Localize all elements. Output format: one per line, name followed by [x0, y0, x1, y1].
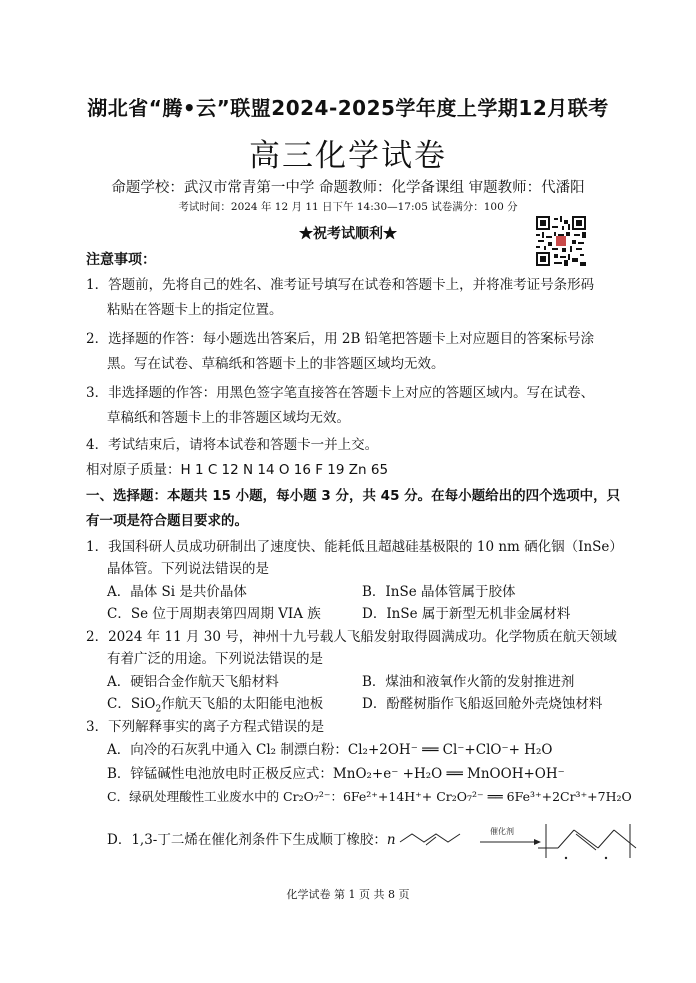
q2-option-b: B．煤油和液氧作火箭的发射推进剂 — [362, 674, 575, 690]
catalyst-label: 催化剂 — [490, 827, 514, 836]
q1-stem: 1．我国科研人员成功研制出了速度快、能耗低且超越硅基极限的 10 nm 硒化铟（InSe） — [86, 539, 623, 555]
section-heading: 一、选择题：本题共 15 小题，每小题 3 分，共 45 分。在每小题给出的四个选项中，只 — [86, 488, 621, 504]
q2-option-c-pre: C．SiO — [107, 696, 156, 712]
q2-option-c-post: 作航天飞船的太阳能电池板 — [161, 696, 324, 712]
page-footer: 化学试卷 第 1 页 共 8 页 — [286, 888, 410, 901]
notice-item-2: 2．选择题的作答：每小题选出答案后，用 2B 铅笔把答题卡上对应题目的答案标号涂 — [86, 331, 595, 347]
q1-option-a: A．晶体 Si 是共价晶体 — [107, 584, 247, 600]
q2-stem: 2．2024 年 11 月 30 号，神州十九号载人飞船发射取得圆满成功。化学物质在航天领域 — [86, 629, 617, 645]
notice-item-1: 1．答题前，先将自己的姓名、准考证号填写在试卷和答题卡上，并将准考证号条形码 — [86, 277, 595, 293]
butadiene-polymerization-diagram — [398, 812, 638, 864]
exam-title: 湖北省“腾•云”联盟2024-2025学年度上学期12月联考 — [87, 96, 609, 120]
notice-item-1-cont: 粘贴在答题卡上的指定位置。 — [107, 302, 283, 318]
notice-item-4: 4．考试结束后，请将本试卷和答题卡一并上交。 — [86, 437, 379, 453]
q3-option-c: C．绿矾处理酸性工业废水中的 Cr₂O₇²⁻：6Fe²⁺+14H⁺+ Cr₂O₇²⁻ ══ 6Fe³⁺+2Cr³⁺+7H₂O — [107, 789, 632, 804]
good-luck-line: ★祝考试顺利★ — [299, 226, 397, 242]
atomic-masses: 相对原子质量：H 1 C 12 N 14 O 16 F 19 Zn 65 — [86, 462, 389, 478]
q2-stem-cont: 有着广泛的用途。下列说法错误的是 — [107, 651, 323, 667]
q3-option-d — [107, 828, 396, 848]
notice-item-2-cont: 黑。写在试卷、草稿纸和答题卡上的非答题区域均无效。 — [107, 356, 445, 372]
q3-option-d-n: n — [386, 832, 396, 848]
exam-time-line: 考试时间：2024 年 12 月 11 日下午 14:30—17:05 试卷满分：100 分 — [178, 201, 518, 213]
qr-code-icon — [536, 216, 586, 266]
q3-option-b: B．锌锰碱性电池放电时正极反应式：MnO₂+e⁻ +H₂O ══ MnOOH+OH⁻ — [107, 766, 565, 782]
notice-item-3: 3．非选择题的作答：用黑色签字笔直接答在答题卡上对应的答题区域内。写在试卷、 — [86, 385, 595, 401]
q2-option-c-sub: 2 — [155, 704, 162, 715]
q1-stem-cont: 晶体管。下列说法错误的是 — [107, 561, 269, 577]
q1-option-c: C．Se 位于周期表第四周期 VIA 族 — [107, 606, 321, 622]
section-heading-cont: 有一项是符合题目要求的。 — [86, 513, 248, 529]
q3-stem: 3．下列解释事实的离子方程式错误的是 — [86, 719, 325, 735]
notice-heading: 注意事项： — [86, 252, 156, 268]
q1-option-d: D．InSe 属于新型无机非金属材料 — [362, 606, 571, 622]
butadiene-structure — [400, 834, 460, 842]
q1-option-b: B．InSe 晶体管属于胶体 — [362, 584, 516, 600]
q2-option-d: D．酚醛树脂作飞船返回舱外壳烧蚀材料 — [362, 696, 603, 712]
paper-title: 高三化学试卷 — [249, 138, 447, 174]
q3-option-a: A．向冷的石灰乳中通入 Cl₂ 制漂白粉：Cl₂+2OH⁻ ══ Cl⁻+ClO⁻+ H₂O — [107, 742, 553, 758]
credits-line: 命题学校：武汉市常青第一中学 命题教师：化学备课组 审题教师：代潘阳 — [111, 180, 585, 196]
q3-option-d-text: D．1,3-丁二烯在催化剂条件下生成顺丁橡胶： — [107, 832, 387, 848]
notice-item-3-cont: 草稿纸和答题卡上的非答题区域均无效。 — [107, 410, 350, 426]
q2-option-a: A．硬铝合金作航天飞船材料 — [107, 674, 279, 690]
q2-option-c — [107, 692, 323, 715]
